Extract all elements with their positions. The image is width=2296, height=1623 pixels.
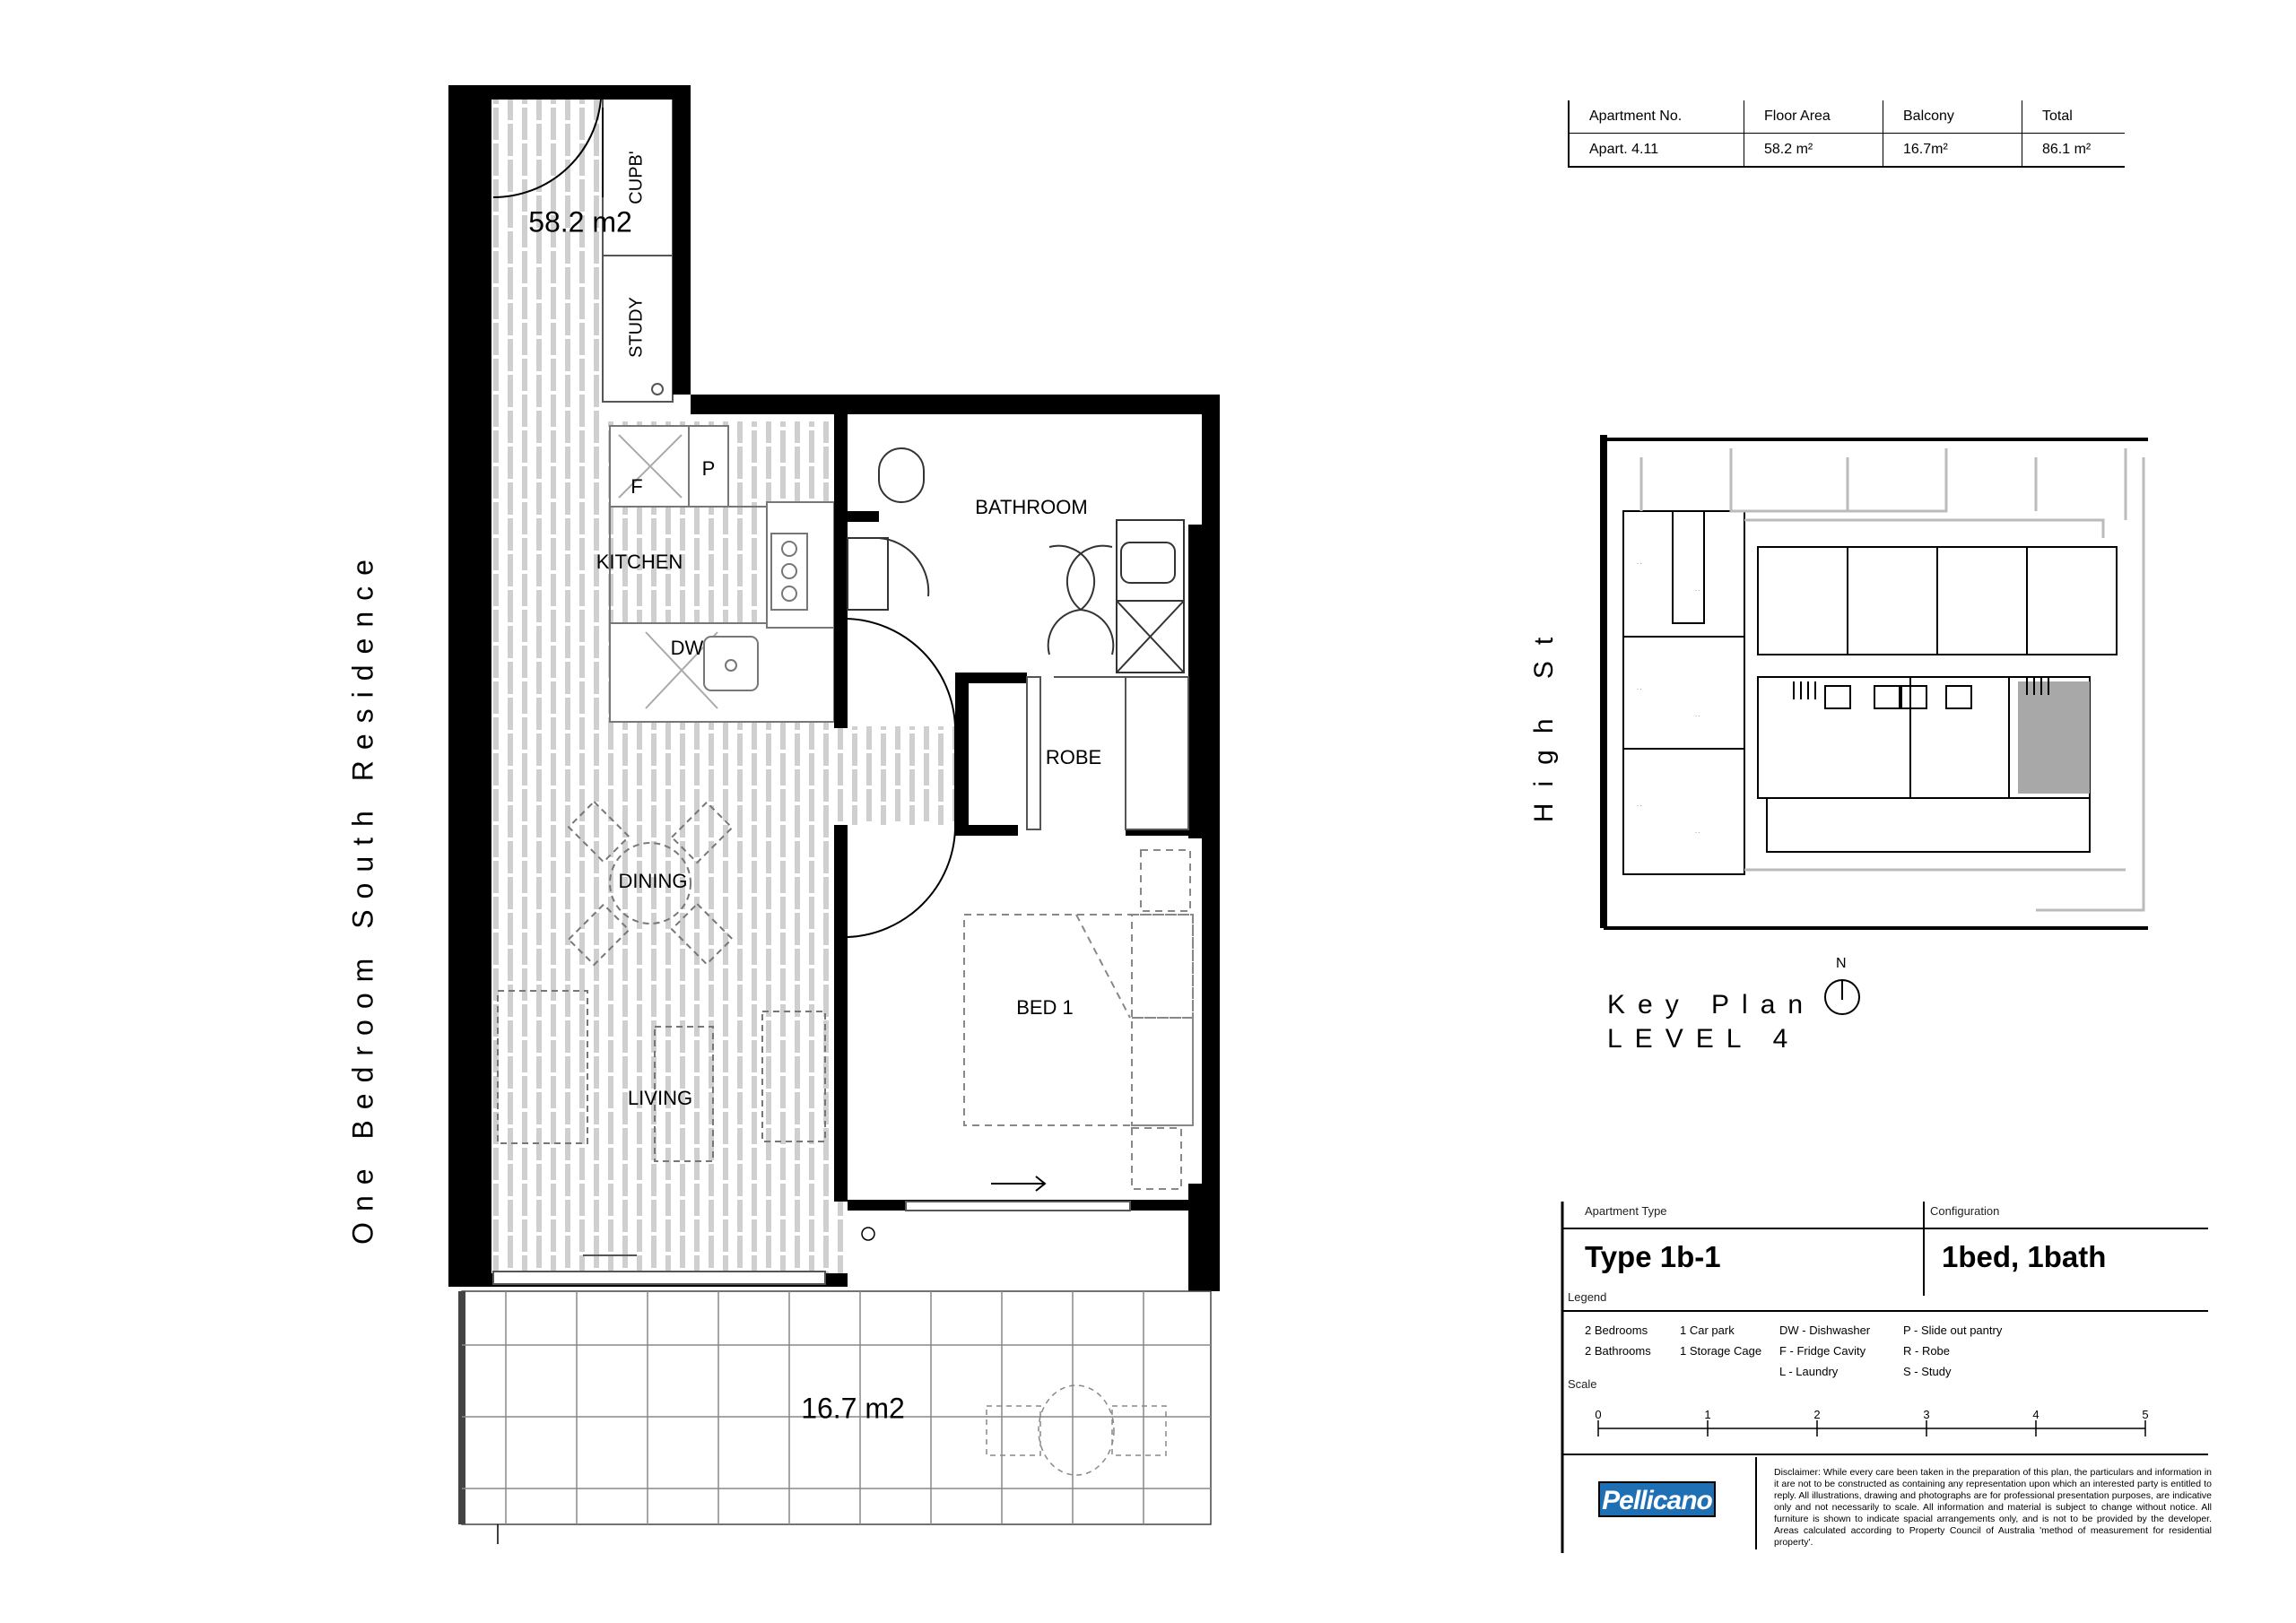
svg-text:· ·: · · <box>1695 714 1700 719</box>
scale-tick-5: 5 <box>2142 1408 2149 1421</box>
summary-floor-area: 58.2 m² <box>1744 134 1883 168</box>
legend-item: P - Slide out pantry <box>1903 1324 2003 1337</box>
room-label-robe: ROBE <box>1045 746 1102 768</box>
legend-col-1 <box>1585 1320 1651 1361</box>
scale-tick-3: 3 <box>1923 1408 1930 1421</box>
room-label-f: F <box>631 475 643 498</box>
svg-text:· ·: · · <box>1637 803 1642 809</box>
svg-text:· ·: · · <box>1695 830 1700 836</box>
legend-item: R - Robe <box>1903 1344 1951 1358</box>
scale-tick-2: 2 <box>1813 1408 1821 1421</box>
legend-item: 1 Car park <box>1680 1324 1735 1337</box>
room-label-bed1: BED 1 <box>1016 996 1074 1019</box>
scale-tick-1: 1 <box>1704 1408 1711 1421</box>
legend-item: F - Fridge Cavity <box>1779 1344 1866 1358</box>
summary-apartment-no: Apart. 4.11 <box>1569 134 1744 168</box>
legend-item: DW - Dishwasher <box>1779 1324 1871 1337</box>
configuration-label: Configuration <box>1930 1204 2000 1218</box>
key-plan-level: LEVEL 4 <box>1607 1024 1801 1054</box>
configuration-value: 1bed, 1bath <box>1942 1240 2107 1273</box>
legend-item: S - Study <box>1903 1365 1952 1378</box>
bedroom-arrow <box>991 1176 1045 1191</box>
legend-item: L - Laundry <box>1779 1365 1839 1378</box>
legend-item: 2 Bathrooms <box>1585 1344 1651 1358</box>
balcony-area-label: 16.7 m2 <box>801 1392 905 1425</box>
legend-col-2 <box>1680 1320 1761 1361</box>
room-label-dining: DINING <box>618 870 688 892</box>
plan-title: One Bedroom South Residence <box>346 549 379 1245</box>
disclaimer-text: Disclaimer: While every care been taken in the preparation of this plan, the particulars and information in it are not to be constructed as containing any representation upon which an interested party is entitled to reply. All illustrations, drawing and photographs are for professional presentation purposes, are indicative only and not necessarily to scale. All information and material is subject to change without notice. All furniture is shown to indicate spacial arrangements only, and is not to be provided by the developer. Areas calculated according to Property Council of Australia 'method of measurement for residential property'. <box>1774 1467 2212 1548</box>
summary-header-total: Total <box>2022 100 2126 134</box>
room-label-bathroom: BATHROOM <box>975 496 1088 518</box>
north-compass-icon <box>1822 977 1862 1017</box>
summary-total: 86.1 m² <box>2022 134 2126 168</box>
summary-header-floor-area: Floor Area <box>1744 100 1883 134</box>
summary-header-row <box>1569 100 2125 134</box>
room-label-study: STUDY <box>626 297 647 358</box>
scale-tick-0: 0 <box>1595 1408 1602 1421</box>
street-label: High St <box>1529 621 1559 823</box>
key-plan-label <box>1607 988 1815 1056</box>
bedroom-furniture <box>964 850 1193 1189</box>
room-label-living: LIVING <box>627 1087 693 1109</box>
summary-header-balcony: Balcony <box>1883 100 2022 134</box>
room-label-kitchen: KITCHEN <box>596 551 683 573</box>
legend-col-3 <box>1779 1320 1870 1382</box>
legend-item: 2 Bedrooms <box>1585 1324 1648 1337</box>
legend-label: Legend <box>1568 1290 1607 1304</box>
legend-col-4 <box>1903 1320 2002 1382</box>
svg-text:· ·: · · <box>1637 561 1642 567</box>
key-plan-drawing <box>1587 421 2161 942</box>
apartment-type-value: Type 1b-1 <box>1585 1240 1721 1273</box>
summary-header-apartment: Apartment No. <box>1569 100 1744 134</box>
summary-balcony: 16.7m² <box>1883 134 2022 168</box>
apartment-type-label: Apartment Type <box>1585 1204 1667 1218</box>
summary-value-row <box>1569 134 2125 168</box>
internal-area-label: 58.2 m2 <box>528 205 632 239</box>
pellicano-logo: Pellicano <box>1598 1481 1716 1517</box>
apartment-summary-table <box>1568 100 2125 168</box>
room-label-p: P <box>701 457 716 480</box>
key-plan-title: Key Plan <box>1607 990 1816 1020</box>
svg-text:· ·: · · <box>1637 687 1642 692</box>
room-label-cupb: CUPB' <box>626 151 647 204</box>
scale-tick-4: 4 <box>2032 1408 2039 1421</box>
legend-item: 1 Storage Cage <box>1680 1344 1762 1358</box>
bathroom-fixtures <box>848 448 1184 673</box>
north-label: N <box>1836 956 1847 971</box>
scale-label: Scale <box>1568 1377 1597 1391</box>
room-label-dw: DW <box>670 637 704 659</box>
svg-text:· ·: · · <box>1695 588 1700 594</box>
